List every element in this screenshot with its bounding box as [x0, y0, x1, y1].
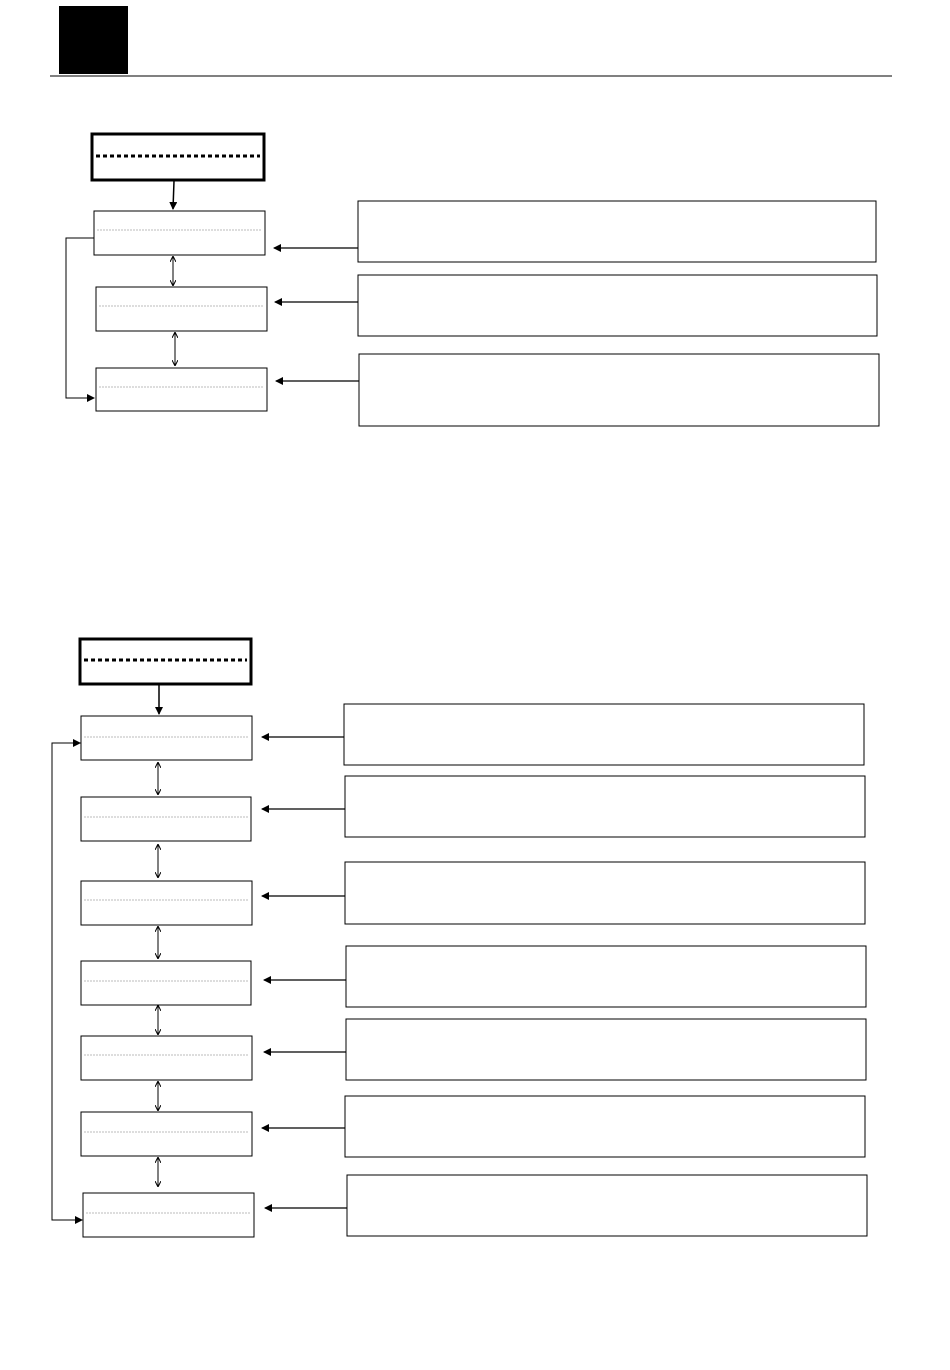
chapter-tab-block — [59, 6, 128, 74]
lower-description-box-7 — [347, 1175, 867, 1236]
lower-description-box-1 — [344, 704, 864, 765]
upper-title-box — [92, 134, 264, 180]
lower-menu-item-1 — [81, 716, 252, 760]
upper-description-box-2 — [358, 275, 877, 336]
upper-flow-diagram — [66, 134, 879, 426]
page-header — [50, 6, 892, 76]
title-to-first-item-arrow — [173, 181, 174, 209]
lower-menu-item-4 — [81, 961, 251, 1005]
lower-description-box-5 — [346, 1019, 866, 1080]
lower-loop-connector — [52, 743, 82, 1220]
upper-menu-item-3 — [96, 368, 267, 411]
lower-menu-item-7 — [83, 1193, 254, 1237]
lower-description-box-3 — [345, 862, 865, 924]
lower-description-box-4 — [346, 946, 866, 1007]
lower-description-box-2 — [345, 776, 865, 837]
upper-menu-item-2 — [96, 287, 267, 331]
lower-menu-item-6 — [81, 1112, 252, 1156]
upper-description-box-3 — [359, 354, 879, 426]
upper-menu-item-1 — [94, 211, 265, 255]
lower-menu-item-5 — [81, 1036, 252, 1080]
lower-description-box-6 — [345, 1096, 865, 1157]
lower-menu-item-3 — [81, 881, 252, 925]
upper-description-box-1 — [358, 201, 876, 262]
lower-menu-item-2 — [81, 797, 251, 841]
upper-loop-connector — [66, 238, 94, 398]
lower-flow-diagram — [52, 639, 867, 1237]
lower-title-box — [80, 639, 251, 684]
